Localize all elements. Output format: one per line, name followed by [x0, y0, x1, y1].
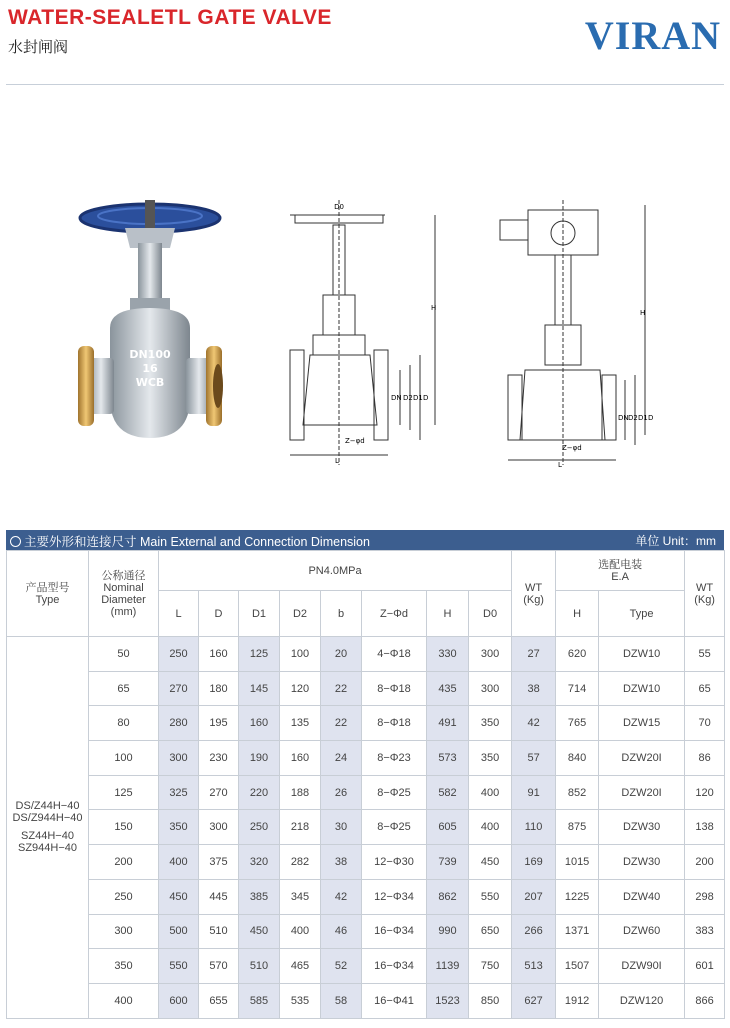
table-cell: 42: [512, 706, 556, 741]
table-cell: 535: [280, 983, 321, 1018]
table-cell: 445: [199, 879, 239, 914]
header-zd: Z−Φd: [362, 591, 427, 637]
table-cell: DZW15: [599, 706, 685, 741]
table-cell: 250: [239, 810, 280, 845]
table-cell: 4−Φ18: [362, 637, 427, 672]
table-cell: DZW30: [599, 845, 685, 880]
table-cell: 655: [199, 983, 239, 1018]
valve-photo: [70, 198, 230, 466]
table-cell: 435: [427, 671, 469, 706]
type-label: SZ944H−40: [17, 842, 77, 855]
table-cell: DZW10: [599, 671, 685, 706]
table-cell: 500: [159, 914, 199, 949]
header-divider: [6, 84, 724, 85]
table-cell: 8−Φ25: [362, 810, 427, 845]
table-cell: DZW10: [599, 637, 685, 672]
table-cell: 38: [321, 845, 362, 880]
table-cell: 840: [556, 741, 599, 776]
table-cell: 86: [685, 741, 725, 776]
table-cell: 620: [556, 637, 599, 672]
table-cell: 862: [427, 879, 469, 914]
brand-logo: VIRAN: [584, 13, 721, 58]
table-cell: 350: [89, 949, 159, 984]
table-cell: 230: [199, 741, 239, 776]
label-d0: D0: [334, 203, 344, 211]
table-cell: 100: [280, 637, 321, 672]
table-cell: 465: [280, 949, 321, 984]
table-cell: 12−Φ34: [362, 879, 427, 914]
table-cell: 46: [321, 914, 362, 949]
table-cell: 250: [89, 879, 159, 914]
table-cell: DZW120: [599, 983, 685, 1018]
svg-text:WCB: WCB: [135, 376, 165, 389]
table-cell: 866: [685, 983, 725, 1018]
table-cell: 400: [469, 775, 512, 810]
table-cell: 550: [159, 949, 199, 984]
table-cell: 570: [199, 949, 239, 984]
table-cell: 875: [556, 810, 599, 845]
table-cell: DZW20I: [599, 775, 685, 810]
table-cell: 22: [321, 671, 362, 706]
table-cell: 220: [239, 775, 280, 810]
table-row: [7, 775, 725, 810]
table-cell: 450: [469, 845, 512, 880]
table-cell: 1912: [556, 983, 599, 1018]
table-cell: 350: [469, 741, 512, 776]
table-cell: 300: [89, 914, 159, 949]
table-row: [7, 706, 725, 741]
table-cell: 250: [159, 637, 199, 672]
table-cell: 400: [469, 810, 512, 845]
table-cell: 350: [469, 706, 512, 741]
table-cell: 16−Φ34: [362, 949, 427, 984]
table-cell: 850: [469, 983, 512, 1018]
label-d-2: D: [648, 414, 654, 422]
table-cell: 188: [280, 775, 321, 810]
table-cell: 52: [321, 949, 362, 984]
table-cell: 1015: [556, 845, 599, 880]
table-cell: 42: [321, 879, 362, 914]
table-cell: 300: [199, 810, 239, 845]
table-cell: 38: [512, 671, 556, 706]
table-cell: 50: [89, 637, 159, 672]
table-cell: 325: [159, 775, 199, 810]
table-cell: DZW90I: [599, 949, 685, 984]
table-cell: 180: [199, 671, 239, 706]
table-cell: 65: [89, 671, 159, 706]
table-cell: 200: [685, 845, 725, 880]
table-cell: 65: [685, 671, 725, 706]
table-cell: 298: [685, 879, 725, 914]
table-cell: 24: [321, 741, 362, 776]
table-row: [7, 914, 725, 949]
table-cell: 510: [199, 914, 239, 949]
table-cell: 300: [469, 671, 512, 706]
table-cell: 550: [469, 879, 512, 914]
table-row: [7, 741, 725, 776]
header-pressure: PN4.0MPa: [159, 551, 512, 591]
table-cell: 714: [556, 671, 599, 706]
type-label: DS/Z944H−40: [12, 812, 83, 825]
table-unit: 单位 Unit：mm: [635, 534, 716, 548]
header-wt: WT (Kg): [512, 551, 556, 637]
header-d0: D0: [469, 591, 512, 637]
table-cell: 383: [685, 914, 725, 949]
table-cell: 280: [159, 706, 199, 741]
table-cell: 110: [512, 810, 556, 845]
table-cell: 8−Φ18: [362, 706, 427, 741]
table-cell: 160: [239, 706, 280, 741]
table-cell: DZW30: [599, 810, 685, 845]
table-cell: 270: [159, 671, 199, 706]
label-d2-2: D2: [628, 414, 638, 422]
table-row: [7, 879, 725, 914]
table-cell: 585: [239, 983, 280, 1018]
table-cell: 169: [512, 845, 556, 880]
table-cell: 200: [89, 845, 159, 880]
table-row: [7, 949, 725, 984]
table-cell: 20: [321, 637, 362, 672]
table-cell: 270: [199, 775, 239, 810]
table-cell: 400: [280, 914, 321, 949]
table-cell: 70: [685, 706, 725, 741]
label-d: D: [423, 394, 429, 402]
table-cell: 345: [280, 879, 321, 914]
manual-valve-drawing: [285, 195, 460, 470]
table-cell: 16−Φ41: [362, 983, 427, 1018]
page-subtitle: 水封闸阀: [8, 38, 69, 56]
type-cell: [7, 637, 89, 1019]
header-h: H: [427, 591, 469, 637]
dimension-table: [6, 550, 725, 1019]
header-ea-h: H: [556, 591, 599, 637]
table-cell: 400: [159, 845, 199, 880]
table-cell: 582: [427, 775, 469, 810]
table-cell: 120: [685, 775, 725, 810]
table-cell: 650: [469, 914, 512, 949]
table-cell: 190: [239, 741, 280, 776]
table-cell: 1371: [556, 914, 599, 949]
table-cell: 58: [321, 983, 362, 1018]
table-cell: 513: [512, 949, 556, 984]
table-cell: 1523: [427, 983, 469, 1018]
circle-icon: [10, 536, 21, 547]
table-cell: 22: [321, 706, 362, 741]
page-title: WATER-SEALETL GATE VALVE: [8, 6, 332, 29]
table-cell: 750: [469, 949, 512, 984]
table-cell: 266: [512, 914, 556, 949]
table-cell: DZW20I: [599, 741, 685, 776]
table-row: [7, 810, 725, 845]
header-d2: D2: [280, 591, 321, 637]
table-cell: 330: [427, 637, 469, 672]
table-cell: 350: [159, 810, 199, 845]
table-cell: 300: [469, 637, 512, 672]
header-d: D: [199, 591, 239, 637]
table-cell: 12−Φ30: [362, 845, 427, 880]
label-zd: Z−φd: [345, 437, 365, 445]
table-cell: 100: [89, 741, 159, 776]
label-d2: D2: [403, 394, 413, 402]
table-cell: 573: [427, 741, 469, 776]
header-type: 产品型号 Type: [7, 551, 89, 637]
header-l: L: [159, 591, 199, 637]
table-row: [7, 671, 725, 706]
table-cell: 125: [239, 637, 280, 672]
label-dn: DN: [391, 394, 402, 402]
type-label: SZ44H−40: [21, 830, 74, 843]
table-cell: 30: [321, 810, 362, 845]
header-nominal: 公称通径 Nominal Diameter (mm): [89, 551, 159, 637]
table-cell: 8−Φ23: [362, 741, 427, 776]
table-cell: 26: [321, 775, 362, 810]
table-cell: 1139: [427, 949, 469, 984]
table-cell: 375: [199, 845, 239, 880]
table-cell: 16−Φ34: [362, 914, 427, 949]
header-wt2: WT (Kg): [685, 551, 725, 637]
table-row: [7, 983, 725, 1018]
table-cell: 80: [89, 706, 159, 741]
table-cell: 1225: [556, 879, 599, 914]
table-cell: 27: [512, 637, 556, 672]
table-cell: 55: [685, 637, 725, 672]
table-cell: 450: [159, 879, 199, 914]
table-cell: 218: [280, 810, 321, 845]
label-zd2: Z−φd: [562, 444, 582, 452]
table-cell: 195: [199, 706, 239, 741]
table-cell: 852: [556, 775, 599, 810]
table-cell: 600: [159, 983, 199, 1018]
table-title: 主要外形和连接尺寸 Main External and Connection Dimension: [24, 535, 370, 549]
table-cell: 125: [89, 775, 159, 810]
label-h2: H: [640, 309, 646, 317]
table-cell: 765: [556, 706, 599, 741]
svg-text:DN100: DN100: [129, 348, 171, 361]
electric-valve-drawing: [480, 195, 670, 470]
table-cell: 145: [239, 671, 280, 706]
label-dn2: DN: [618, 414, 629, 422]
table-cell: 207: [512, 879, 556, 914]
table-cell: 605: [427, 810, 469, 845]
table-cell: 135: [280, 706, 321, 741]
table-cell: 320: [239, 845, 280, 880]
table-cell: 627: [512, 983, 556, 1018]
table-cell: 8−Φ25: [362, 775, 427, 810]
table-cell: DZW40: [599, 879, 685, 914]
table-cell: 400: [89, 983, 159, 1018]
label-l2: L: [558, 461, 562, 469]
header-ea-type: Type: [599, 591, 685, 637]
table-cell: DZW60: [599, 914, 685, 949]
table-cell: 120: [280, 671, 321, 706]
type-label: DS/Z44H−40: [15, 800, 80, 813]
header-ea: 选配电装 E.A: [556, 551, 685, 591]
table-cell: 385: [239, 879, 280, 914]
label-l: L: [335, 457, 339, 465]
table-cell: 601: [685, 949, 725, 984]
svg-text:16: 16: [142, 362, 158, 375]
table-cell: 138: [685, 810, 725, 845]
table-cell: 510: [239, 949, 280, 984]
table-row: [7, 637, 725, 672]
label-h: H: [431, 304, 437, 312]
table-cell: 300: [159, 741, 199, 776]
table-cell: 1507: [556, 949, 599, 984]
table-cell: 8−Φ18: [362, 671, 427, 706]
table-cell: 150: [89, 810, 159, 845]
table-cell: 160: [199, 637, 239, 672]
table-cell: 990: [427, 914, 469, 949]
table-cell: 57: [512, 741, 556, 776]
label-d1-2: D1: [638, 414, 648, 422]
table-cell: 160: [280, 741, 321, 776]
header-d1: D1: [239, 591, 280, 637]
table-row: [7, 845, 725, 880]
label-d1: D1: [413, 394, 423, 402]
table-cell: 450: [239, 914, 280, 949]
table-cell: 739: [427, 845, 469, 880]
table-cell: 282: [280, 845, 321, 880]
table-title-bar: [6, 530, 724, 550]
table-cell: 91: [512, 775, 556, 810]
header-b: b: [321, 591, 362, 637]
table-cell: 491: [427, 706, 469, 741]
